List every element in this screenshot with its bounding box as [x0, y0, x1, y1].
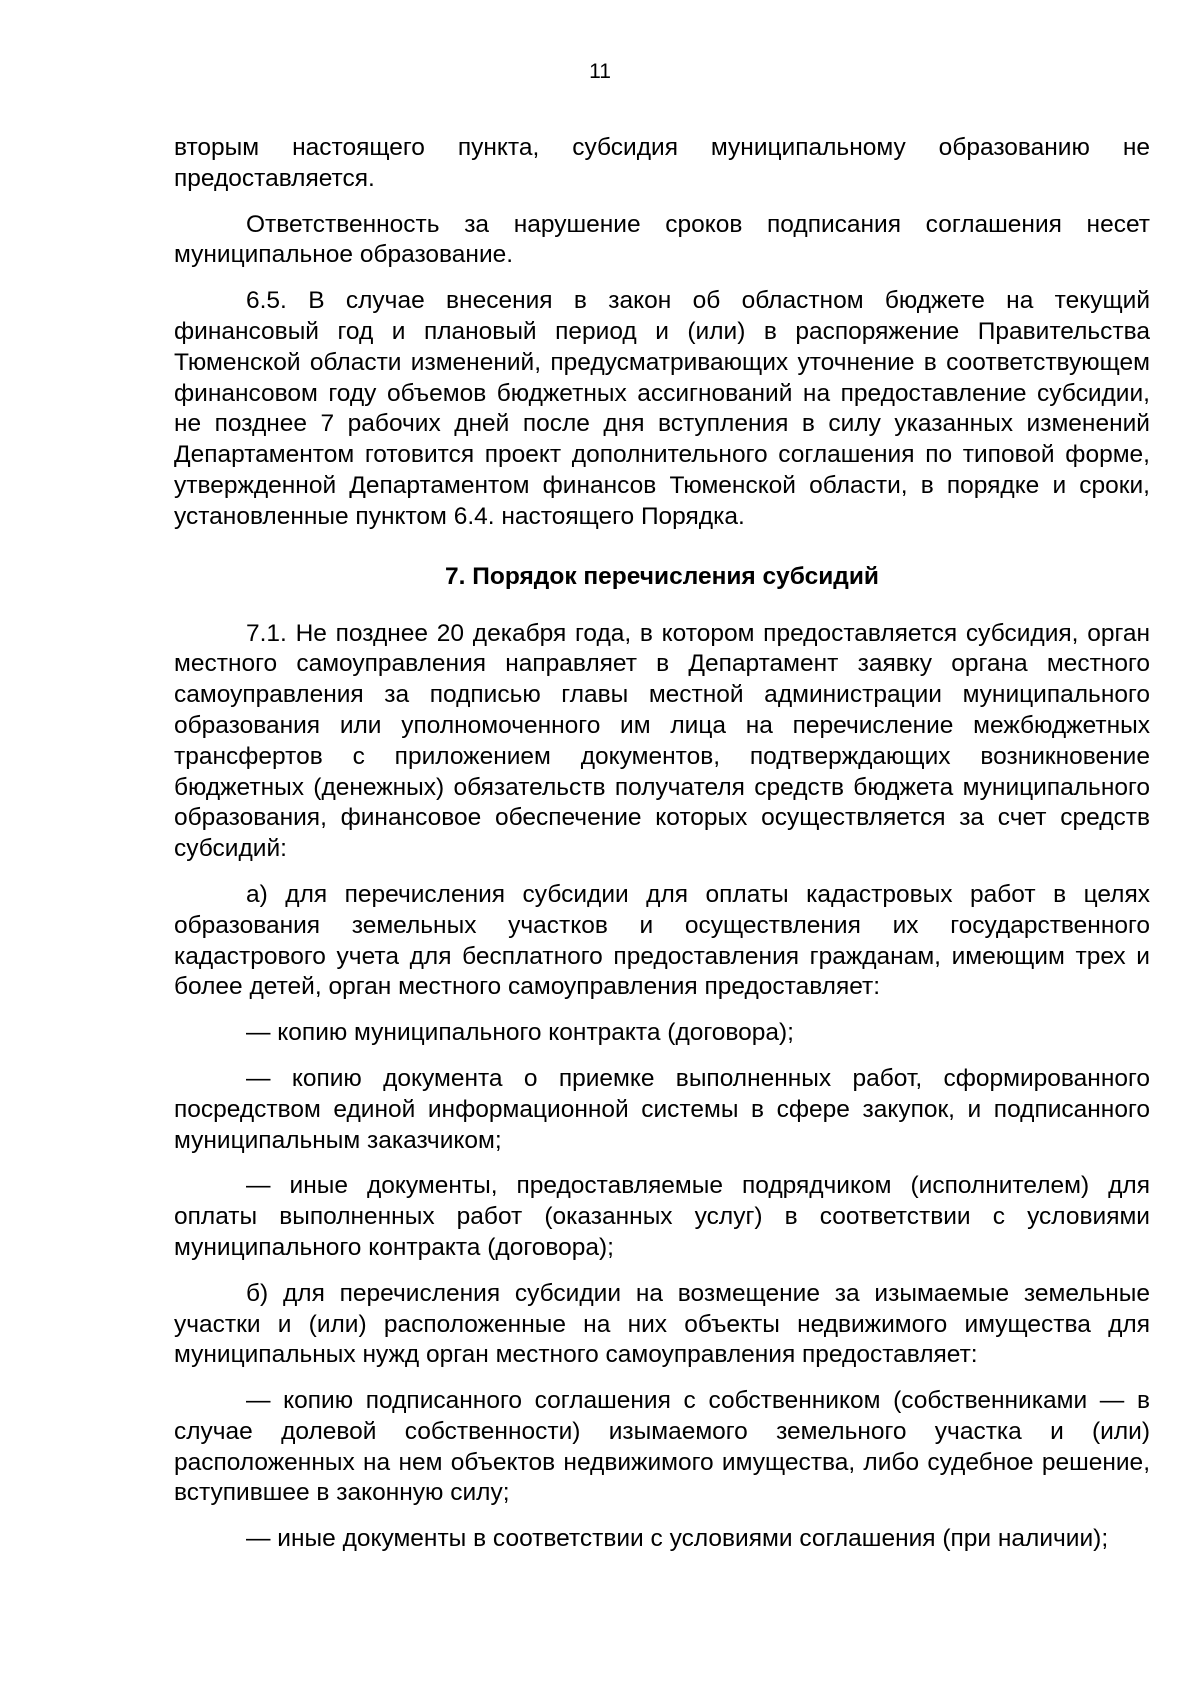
list-item-acceptance-document: — копию документа о приемке выполненных работ, сформированного посредством единой информационной системы в сфере закупок, и подписанного муниципальным заказчиком; [174, 1064, 1150, 1154]
paragraph-6-5: 6.5. В случае внесения в закон об областном бюджете на текущий финансовый год и плановый период и (или) в распоряжение Правительства Тюменской области изменений, предусматривающих уточнение в соответствующем финансовом году объемов бюджетных ассигнований на предоставление субсидии, не позднее 7 рабочих дней после дня вступления в силу указанных изменений Департаментом готовится проект дополнительного соглашения по типовой форме, утвержденной Департаментом финансов Тюменской области, в порядке и сроки, установленные пунктом 6.4. настоящего Порядка. [174, 287, 1150, 530]
subitem-b: б) для перечисления субсидии на возмещение за изымаемые земельные участки и (или) расположенные на них объекты недвижимого имущества для муниципальных нужд орган местного самоуправления предоставляет: [174, 1279, 1150, 1369]
list-item-other-documents: — иные документы в соответствии с условиями соглашения (при наличии); [246, 1525, 1109, 1553]
list-item-contract-copy: — копию муниципального контракта (договора); [246, 1019, 794, 1047]
subitem-a: а) для перечисления субсидии для оплаты кадастровых работ в целях образования земельных участков и осуществления их государственного кадастрового учета для бесплатного предоставления гражданам, имеющим трех и более детей, орган местного самоуправления предоставляет: [174, 880, 1150, 1001]
list-item-agreement-copy: — копию подписанного соглашения с собственником (собственниками — в случае долевой собственности) изымаемого земельного участка и (или) расположенных на нем объектов недвижимого имущества, либо судебное решение, вступившее в законную силу; [174, 1387, 1150, 1507]
paragraph-responsibility: Ответственность за нарушение сроков подписания соглашения несет муниципальное образование. [174, 210, 1150, 269]
document-body [174, 133, 1150, 1570]
section-heading: 7. Порядок перечисления субсидий [445, 562, 879, 590]
paragraph-continuation: вторым настоящего пункта, субсидия муниципальному образованию не предоставляется. [174, 134, 1150, 192]
paragraph-7-1: 7.1. Не позднее 20 декабря года, в котором предоставляется субсидия, орган местного самоуправления направляет в Департамент заявку органа местного самоуправления за подписью главы местной администрации муниципального образования или уполномоченного им лица на перечисление межбюджетных трансфертов с приложением документов, подтверждающих возникновение бюджетных (денежных) обязательств получателя средств бюджета муниципального образования, финансовое обеспечение которых осуществляется за счет средств субсидий: [174, 619, 1150, 863]
list-item-contractor-documents: — иные документы, предоставляемые подрядчиком (исполнителем) для оплаты выполненных работ (оказанных услуг) в соответствии с условиями муниципального контракта (договора); [174, 1172, 1150, 1261]
page-number: 11 [589, 60, 611, 83]
